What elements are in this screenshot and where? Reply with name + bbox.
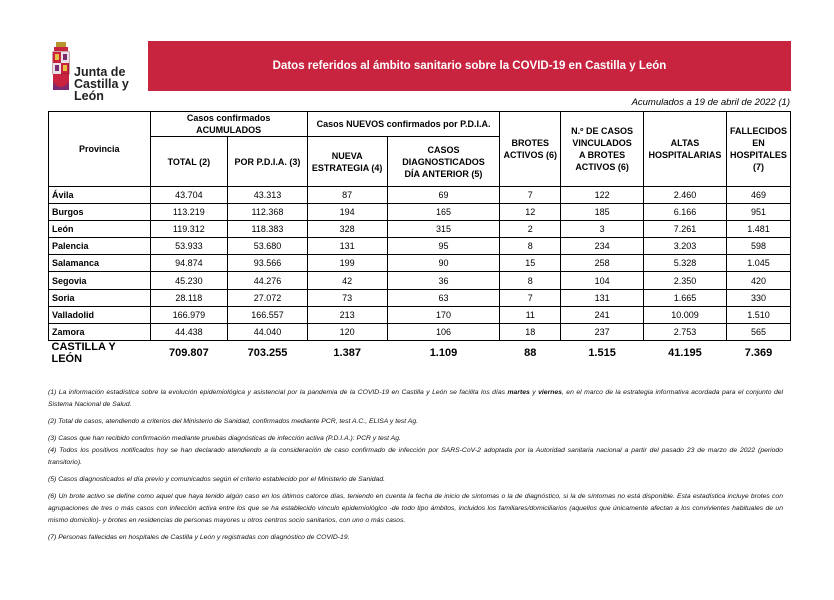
header-fall-line2: EN: [752, 138, 765, 148]
footnotes: [48, 387, 783, 549]
cell-pdia: 166.557: [228, 306, 308, 323]
cell-provincia: Zamora: [49, 323, 151, 340]
header-fallecidos: [726, 112, 790, 187]
cell-altas: 2.460: [643, 187, 726, 204]
logo-line-1: Junta de: [74, 65, 126, 79]
junta-logo: [48, 40, 140, 103]
cell-pdia: 53.680: [228, 238, 308, 255]
cell-diag: 63: [387, 289, 500, 306]
cell-provincia: Burgos: [49, 204, 151, 221]
header-nueva-estrategia: [307, 137, 387, 187]
total-label: CASTILLA Y LEÓN: [51, 340, 116, 365]
header-fall-line4: (7): [752, 162, 764, 172]
cell-fallecidos: 469: [726, 187, 790, 204]
header-total: TOTAL (2): [150, 137, 228, 187]
cell-fallecidos: 420: [726, 272, 790, 289]
cell-total: 94.874: [150, 255, 228, 272]
accumulated-date: Acumulados a 19 de abril de 2022 (1): [631, 97, 790, 108]
table-row: [49, 306, 791, 323]
cell-brotes: 11: [500, 306, 561, 323]
cell-brotes: 12: [500, 204, 561, 221]
header-diag-line1: CASOS: [427, 144, 460, 155]
cell-nueva: 73: [307, 289, 387, 306]
cell-nueva: 131: [307, 238, 387, 255]
table-row: [49, 204, 791, 221]
covid-data-table: [48, 111, 791, 365]
cell-diag: 315: [387, 221, 500, 238]
cell-fallecidos: 1.045: [726, 255, 790, 272]
cell-total: 45.230: [150, 272, 228, 289]
total-fallecidos: 7.369: [744, 346, 773, 359]
cell-nueva: 199: [307, 255, 387, 272]
footnote-7: (7) Personas fallecidas en hospitales de Castilla y León y registradas con diagnóstico de COVID-19.: [48, 534, 350, 541]
header-altas-line2: HOSPITALARIAS: [648, 150, 722, 160]
cell-brotes: 7: [500, 289, 561, 306]
total-altas: 41.195: [668, 346, 702, 359]
cell-pdia: 44.040: [228, 323, 308, 340]
cell-diag: 36: [387, 272, 500, 289]
table-row: [49, 323, 791, 340]
cell-total: 43.704: [150, 187, 228, 204]
cell-nueva: 42: [307, 272, 387, 289]
cell-diag: 165: [387, 204, 500, 221]
header-provincia: Provincia: [49, 112, 151, 187]
cell-vinculados: 237: [561, 323, 644, 340]
cell-pdia: 27.072: [228, 289, 308, 306]
cell-fallecidos: 565: [726, 323, 790, 340]
cell-total: 113.219: [150, 204, 228, 221]
cell-provincia: León: [49, 221, 151, 238]
cell-fallecidos: 951: [726, 204, 790, 221]
header-vinc-line4: ACTIVOS (6): [575, 162, 629, 172]
footnote-1-martes: martes: [507, 389, 530, 396]
total-vinculados: 1.515: [588, 346, 616, 359]
footnote-1-y: y: [532, 389, 536, 396]
logo-line-2: Castilla y León: [74, 77, 129, 103]
total-brotes: 88: [524, 346, 537, 359]
header-diag-line2: DIAGNOSTICADOS: [402, 156, 485, 167]
footnote-1: [48, 387, 783, 411]
cell-brotes: 2: [500, 221, 561, 238]
total-row: [49, 340, 791, 365]
footnote-1-text-a: (1) La información estadística sobre la evolución epidemiológica y asistencial por la pandemia de la COVID-19 en Castilla y León se facilita los días: [48, 389, 506, 396]
coat-of-arms-icon: [52, 42, 70, 92]
cell-altas: 3.203: [643, 238, 726, 255]
footnote-1-text-b: , en el marco de la estrategia informativa acordada para el conjunto del Sistema Nacional de Salud.: [48, 389, 784, 408]
header-brotes-line1: BROTES: [511, 138, 549, 148]
cell-vinculados: 104: [561, 272, 644, 289]
header-fall-line3: HOSPITALES: [730, 150, 787, 160]
table-row: [49, 238, 791, 255]
cell-brotes: 8: [500, 272, 561, 289]
cell-altas: 1.665: [643, 289, 726, 306]
cell-provincia: Segovia: [49, 272, 151, 289]
table-row: [49, 187, 791, 204]
cell-total: 53.933: [150, 238, 228, 255]
header-diagnosticados: [387, 137, 500, 187]
cell-total: 28.118: [150, 289, 228, 306]
cell-altas: 2.350: [643, 272, 726, 289]
header-vinc-line2: VINCULADOS: [572, 138, 632, 148]
cell-nueva: 87: [307, 187, 387, 204]
cell-vinculados: 258: [561, 255, 644, 272]
cell-fallecidos: 1.481: [726, 221, 790, 238]
cell-vinculados: 122: [561, 187, 644, 204]
cell-fallecidos: 598: [726, 238, 790, 255]
total-diag: 1.109: [429, 346, 458, 359]
table-row: [49, 255, 791, 272]
header-altas: [643, 112, 726, 187]
cell-altas: 6.166: [643, 204, 726, 221]
cell-brotes: 8: [500, 238, 561, 255]
table-row: [49, 272, 791, 289]
header-altas-line1: ALTAS: [670, 138, 700, 148]
total-total: 709.807: [168, 346, 209, 359]
footnote-6: (6) Un brote activo se define como aquel que haya tenido algún caso en los últimos catorce días, teniendo en cuenta la fecha de inicio de síntomas o la de diagnóstico, si la de síntomas no está disponible. Esta estadística incluye brotes con agrupaciones de tres o más casos con infección activa entre los que se ha establecido vínculo epidemiológico -de todo tipo ámbitos, incluidos los familiares/domiciliarios (aquellos que únicamente afectan a los convivientes habituales de un mismo domicilio)- y brotes en residencias de personas mayores u otros centros socio sanitarios, con uno o más casos.: [48, 493, 783, 524]
cell-diag: 95: [387, 238, 500, 255]
header-pdia: POR P.D.I.A. (3): [228, 137, 308, 187]
header-vinculados: [561, 112, 644, 187]
table-row: [49, 221, 791, 238]
cell-provincia: Ávila: [49, 187, 151, 204]
cell-pdia: 93.566: [228, 255, 308, 272]
footnote-3: (3) Casos que han recibido confirmación mediante pruebas diagnósticas de infección activa (P.D.I.A.): PCR y test Ag.: [48, 435, 401, 442]
total-pdia: 703.255: [247, 346, 288, 359]
cell-brotes: 15: [500, 255, 561, 272]
cell-pdia: 43.313: [228, 187, 308, 204]
header-brotes-line2: ACTIVOS (6): [503, 150, 557, 160]
cell-diag: 69: [387, 187, 500, 204]
cell-vinculados: 185: [561, 204, 644, 221]
header-diag-line3: DÍA ANTERIOR (5): [404, 168, 483, 179]
cell-fallecidos: 1.510: [726, 306, 790, 323]
cell-diag: 90: [387, 255, 500, 272]
cell-nueva: 194: [307, 204, 387, 221]
cell-nueva: 213: [307, 306, 387, 323]
cell-altas: 7.261: [643, 221, 726, 238]
cell-provincia: Valladolid: [49, 306, 151, 323]
cell-altas: 2.753: [643, 323, 726, 340]
cell-altas: 10.009: [643, 306, 726, 323]
header-fall-line1: FALLECIDOS: [729, 126, 787, 136]
cell-diag: 170: [387, 306, 500, 323]
cell-total: 166.979: [150, 306, 228, 323]
header-nueva-line1: NUEVA: [331, 150, 363, 161]
cell-diag: 106: [387, 323, 500, 340]
header-nueva-line2: ESTRATEGIA (4): [311, 162, 383, 173]
cell-vinculados: 131: [561, 289, 644, 306]
cell-pdia: 44.276: [228, 272, 308, 289]
cell-fallecidos: 330: [726, 289, 790, 306]
cell-altas: 5.328: [643, 255, 726, 272]
header-vinc-line3: A BROTES: [578, 150, 626, 160]
header-vinc-line1: N.º DE CASOS: [571, 126, 633, 136]
cell-total: 119.312: [150, 221, 228, 238]
cell-vinculados: 3: [561, 221, 644, 238]
cell-nueva: 328: [307, 221, 387, 238]
cell-provincia: Salamanca: [49, 255, 151, 272]
cell-brotes: 7: [500, 187, 561, 204]
cell-nueva: 120: [307, 323, 387, 340]
header-brotes: [500, 112, 561, 187]
cell-total: 44.438: [150, 323, 228, 340]
footnote-1-viernes: viernes: [538, 389, 562, 396]
cell-brotes: 18: [500, 323, 561, 340]
cell-pdia: 112.368: [228, 204, 308, 221]
header-group-nuevos: Casos NUEVOS confirmados por P.D.I.A.: [307, 112, 500, 137]
banner-title: Datos referidos al ámbito sanitario sobre la COVID-19 en Castilla y León: [148, 41, 791, 91]
footnote-5: (5) Casos diagnosticados el día previo y comunicados según el criterio establecido por el Ministerio de Sanidad.: [48, 476, 386, 483]
total-nueva: 1.387: [333, 346, 361, 359]
header-group-acumulados: Casos confirmados ACUMULADOS: [150, 112, 307, 137]
cell-vinculados: 234: [561, 238, 644, 255]
cell-vinculados: 241: [561, 306, 644, 323]
cell-provincia: Soria: [49, 289, 151, 306]
footnote-4: (4) Todos los positivos notificados hoy se han declarado atendiendo a la consideración de caso confirmado de infección por SARS-CoV-2 adoptada por la Autoridad sanitaria nacional a partir del pasado 23 de marzo de 2022 (periodo transitorio).: [48, 447, 783, 466]
footnote-2: (2) Total de casos, atendiendo a criterios del Ministerio de Sanidad, confirmados mediante PCR, test A.C., ELISA y test Ag.: [48, 418, 418, 425]
cell-provincia: Palencia: [49, 238, 151, 255]
table-row: [49, 289, 791, 306]
cell-pdia: 118.383: [228, 221, 308, 238]
